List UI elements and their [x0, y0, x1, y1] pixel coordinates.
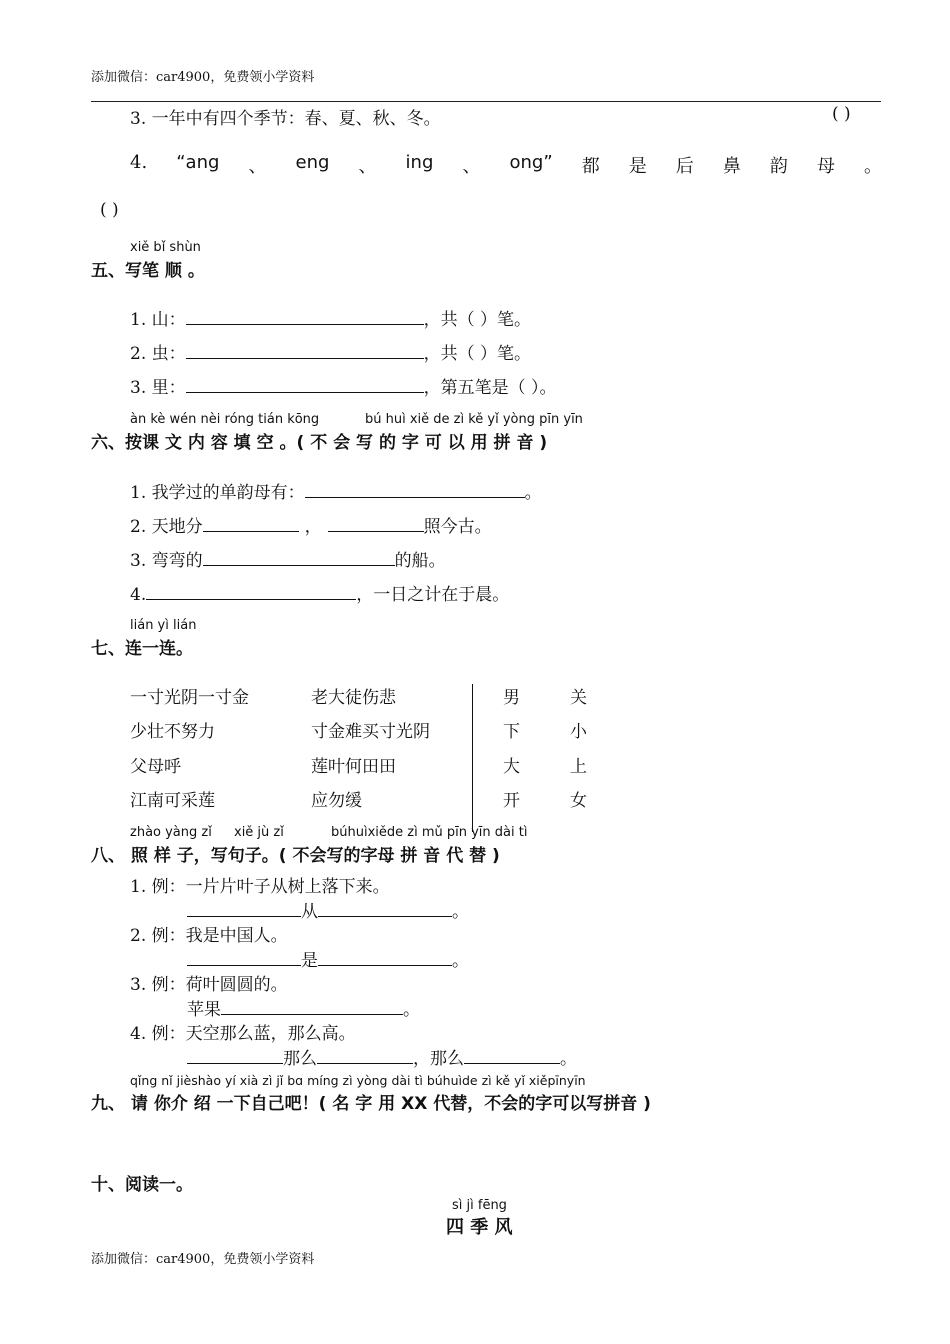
sec8-q2-answer — [187, 946, 469, 971]
judge-q4-part: “ang — [176, 152, 220, 173]
answer-blank[interactable] — [186, 391, 424, 393]
sec5-item-suffix: ，共（ ）笔。 — [423, 344, 532, 364]
antonym-right[interactable]: 女 — [570, 791, 587, 811]
match-left[interactable]: 一寸光阴一寸金 — [130, 688, 249, 708]
sec8-q1-end: 。 — [452, 902, 469, 922]
sec5-item-suffix: ，第五笔是（ ）。 — [423, 378, 557, 398]
poem-title: 四 季 风 — [446, 1217, 513, 1238]
sec8-title: 八、 照 样 子，写句子。( 不会写的字母 拼 音 代 替 ) — [91, 846, 500, 866]
sec8-q3-end: 。 — [403, 1000, 420, 1020]
judge-q4-part: 母 — [816, 156, 835, 177]
judge-q4-part: 鼻 — [722, 156, 741, 177]
sec6-q4-label: 4. — [130, 585, 147, 605]
answer-blank[interactable] — [187, 964, 301, 966]
answer-blank[interactable] — [318, 915, 452, 917]
sec8-q2-mid: 是 — [301, 951, 318, 971]
judge-q4-part: ong” — [509, 152, 553, 173]
sec6-pinyin-2: bú huì xiě de zì kě yǐ yòng pīn yīn — [365, 412, 583, 427]
answer-blank[interactable] — [187, 915, 301, 917]
judge-q4-part: 、 — [248, 156, 267, 177]
judge-q3: 3. 一年中有四个季节：春、夏、秋、冬。 — [130, 109, 441, 129]
sec5-item-2 — [130, 339, 531, 364]
footer-note: 添加微信：car4900，免费领小学资料 — [91, 1252, 315, 1267]
sec8-q3-answer — [187, 995, 420, 1020]
sec8-pinyin-1: zhào yàng zǐ — [130, 825, 212, 840]
judge-q4-part: 韵 — [769, 156, 788, 177]
sec8-q2-end: 。 — [452, 951, 469, 971]
sec8-pinyin-2: xiě jù zǐ — [234, 825, 284, 840]
answer-blank[interactable] — [318, 964, 452, 966]
sec6-q2-mid: ， — [304, 517, 322, 537]
sec6-pinyin-1: àn kè wén nèi róng tián kōng — [130, 412, 320, 427]
judge-q4-part: 。 — [863, 156, 882, 177]
judge-q3-paren[interactable]: ( ) — [832, 104, 851, 124]
answer-blank[interactable] — [305, 496, 525, 498]
antonym-left[interactable]: 开 — [503, 791, 520, 811]
sec8-q1-answer — [187, 897, 469, 922]
sec9-title: 九、 请 你介 绍 一下自己吧！( 名 字 用 XX 代替，不会的字可以写拼音 ) — [91, 1094, 651, 1114]
judge-q4-part: 、 — [462, 156, 481, 177]
sec5-item-label: 1. 山： — [130, 310, 186, 330]
sec8-q1-mid: 从 — [301, 902, 318, 922]
match-right[interactable]: 应勿缓 — [311, 791, 362, 811]
match-right[interactable]: 寸金难买寸光阴 — [311, 722, 430, 742]
match-left[interactable]: 江南可采莲 — [130, 791, 215, 811]
answer-blank[interactable] — [187, 1062, 283, 1064]
judge-q4-part: 都 — [581, 156, 600, 177]
answer-blank[interactable] — [464, 1062, 560, 1064]
sec5-item-label: 2. 虫： — [130, 344, 186, 364]
judge-q4-paren[interactable]: ( ) — [100, 200, 119, 220]
sec8-q2-example: 2. 例：我是中国人。 — [130, 926, 288, 946]
answer-blank[interactable] — [203, 564, 395, 566]
match-right[interactable]: 莲叶何田田 — [311, 757, 396, 777]
answer-blank[interactable] — [328, 530, 424, 532]
answer-blank[interactable] — [221, 1013, 403, 1015]
sec8-q1-example: 1. 例：一片片叶子从树上落下来。 — [130, 877, 390, 897]
match-right[interactable]: 老大徒伤悲 — [311, 688, 396, 708]
sec6-q2-end: 照今古。 — [423, 517, 492, 537]
sec5-item-3 — [130, 373, 557, 398]
sec7-title: 七、连一连。 — [91, 639, 193, 659]
sec8-q4-mid1: 那么 — [283, 1049, 317, 1069]
sec8-q4-end: 。 — [560, 1049, 577, 1069]
sec10-title: 十、阅读一。 — [91, 1175, 193, 1195]
sec6-q3 — [130, 546, 446, 571]
antonym-right[interactable]: 关 — [570, 688, 587, 708]
judge-q4-part: 4. — [130, 152, 148, 173]
answer-blank[interactable] — [186, 323, 424, 325]
sec5-item-label: 3. 里： — [130, 378, 186, 398]
divider-line — [472, 684, 473, 832]
header-rule — [91, 101, 881, 102]
sec7-pinyin: lián yì lián — [130, 618, 197, 633]
antonym-left[interactable]: 大 — [503, 757, 520, 777]
judge-q4-part: eng — [295, 152, 330, 173]
sec8-q4-example: 4. 例：天空那么蓝，那么高。 — [130, 1024, 356, 1044]
sec6-q2 — [130, 512, 492, 537]
sec5-item-1 — [130, 305, 531, 330]
sec6-q3-end: 的船。 — [394, 551, 446, 571]
sec8-pinyin-3: búhuìxiěde zì mǔ pīn yīn dài tì — [331, 825, 528, 840]
sec5-item-suffix: ，共（ ）笔。 — [423, 310, 532, 330]
sec6-q1-end: 。 — [524, 483, 542, 503]
sec8-q4-mid2: ，那么 — [413, 1049, 464, 1069]
sec8-q3-start: 苹果 — [187, 1000, 221, 1020]
sec6-q1-label: 1. 我学过的单韵母有： — [130, 483, 305, 503]
antonym-right[interactable]: 上 — [570, 757, 587, 777]
sec6-q4 — [130, 580, 509, 605]
judge-q4-part: 后 — [675, 156, 694, 177]
judge-q4-part: 是 — [628, 156, 647, 177]
antonym-left[interactable]: 男 — [503, 688, 520, 708]
sec5-title: 五、写笔 顺 。 — [91, 261, 205, 281]
sec5-pinyin: xiě bǐ shùn — [130, 240, 201, 255]
sec8-q3-example: 3. 例：荷叶圆圆的。 — [130, 975, 288, 995]
sec6-title: 六、按课 文 内 容 填 空 。( 不 会 写 的 字 可 以 用 拼 音 ) — [91, 433, 548, 453]
antonym-left[interactable]: 下 — [503, 722, 520, 742]
answer-blank[interactable] — [203, 530, 299, 532]
antonym-right[interactable]: 小 — [570, 722, 587, 742]
match-left[interactable]: 少壮不努力 — [130, 722, 215, 742]
sec6-q2-label: 2. 天地分 — [130, 517, 203, 537]
sec9-pinyin: qǐng nǐ jièshào yí xià zì jǐ bɑ míng zì yòng dài tì búhuìde zì kě yǐ xiěpīnyīn — [130, 1073, 586, 1088]
judge-q4 — [130, 152, 882, 178]
answer-blank[interactable] — [317, 1062, 413, 1064]
header-note: 添加微信：car4900，免费领小学资料 — [91, 70, 315, 85]
poem-pinyin: sì jì fēng — [452, 1198, 507, 1213]
judge-q4-part: 、 — [358, 156, 377, 177]
sec6-q1 — [130, 478, 542, 503]
judge-q4-part: ing — [405, 152, 434, 173]
match-left[interactable]: 父母呼 — [130, 757, 181, 777]
answer-blank[interactable] — [186, 357, 424, 359]
sec6-q3-label: 3. 弯弯的 — [130, 551, 203, 571]
sec6-q4-end: ，一日之计在于晨。 — [356, 585, 510, 605]
answer-blank[interactable] — [146, 598, 356, 600]
sec8-q4-answer — [187, 1044, 577, 1069]
